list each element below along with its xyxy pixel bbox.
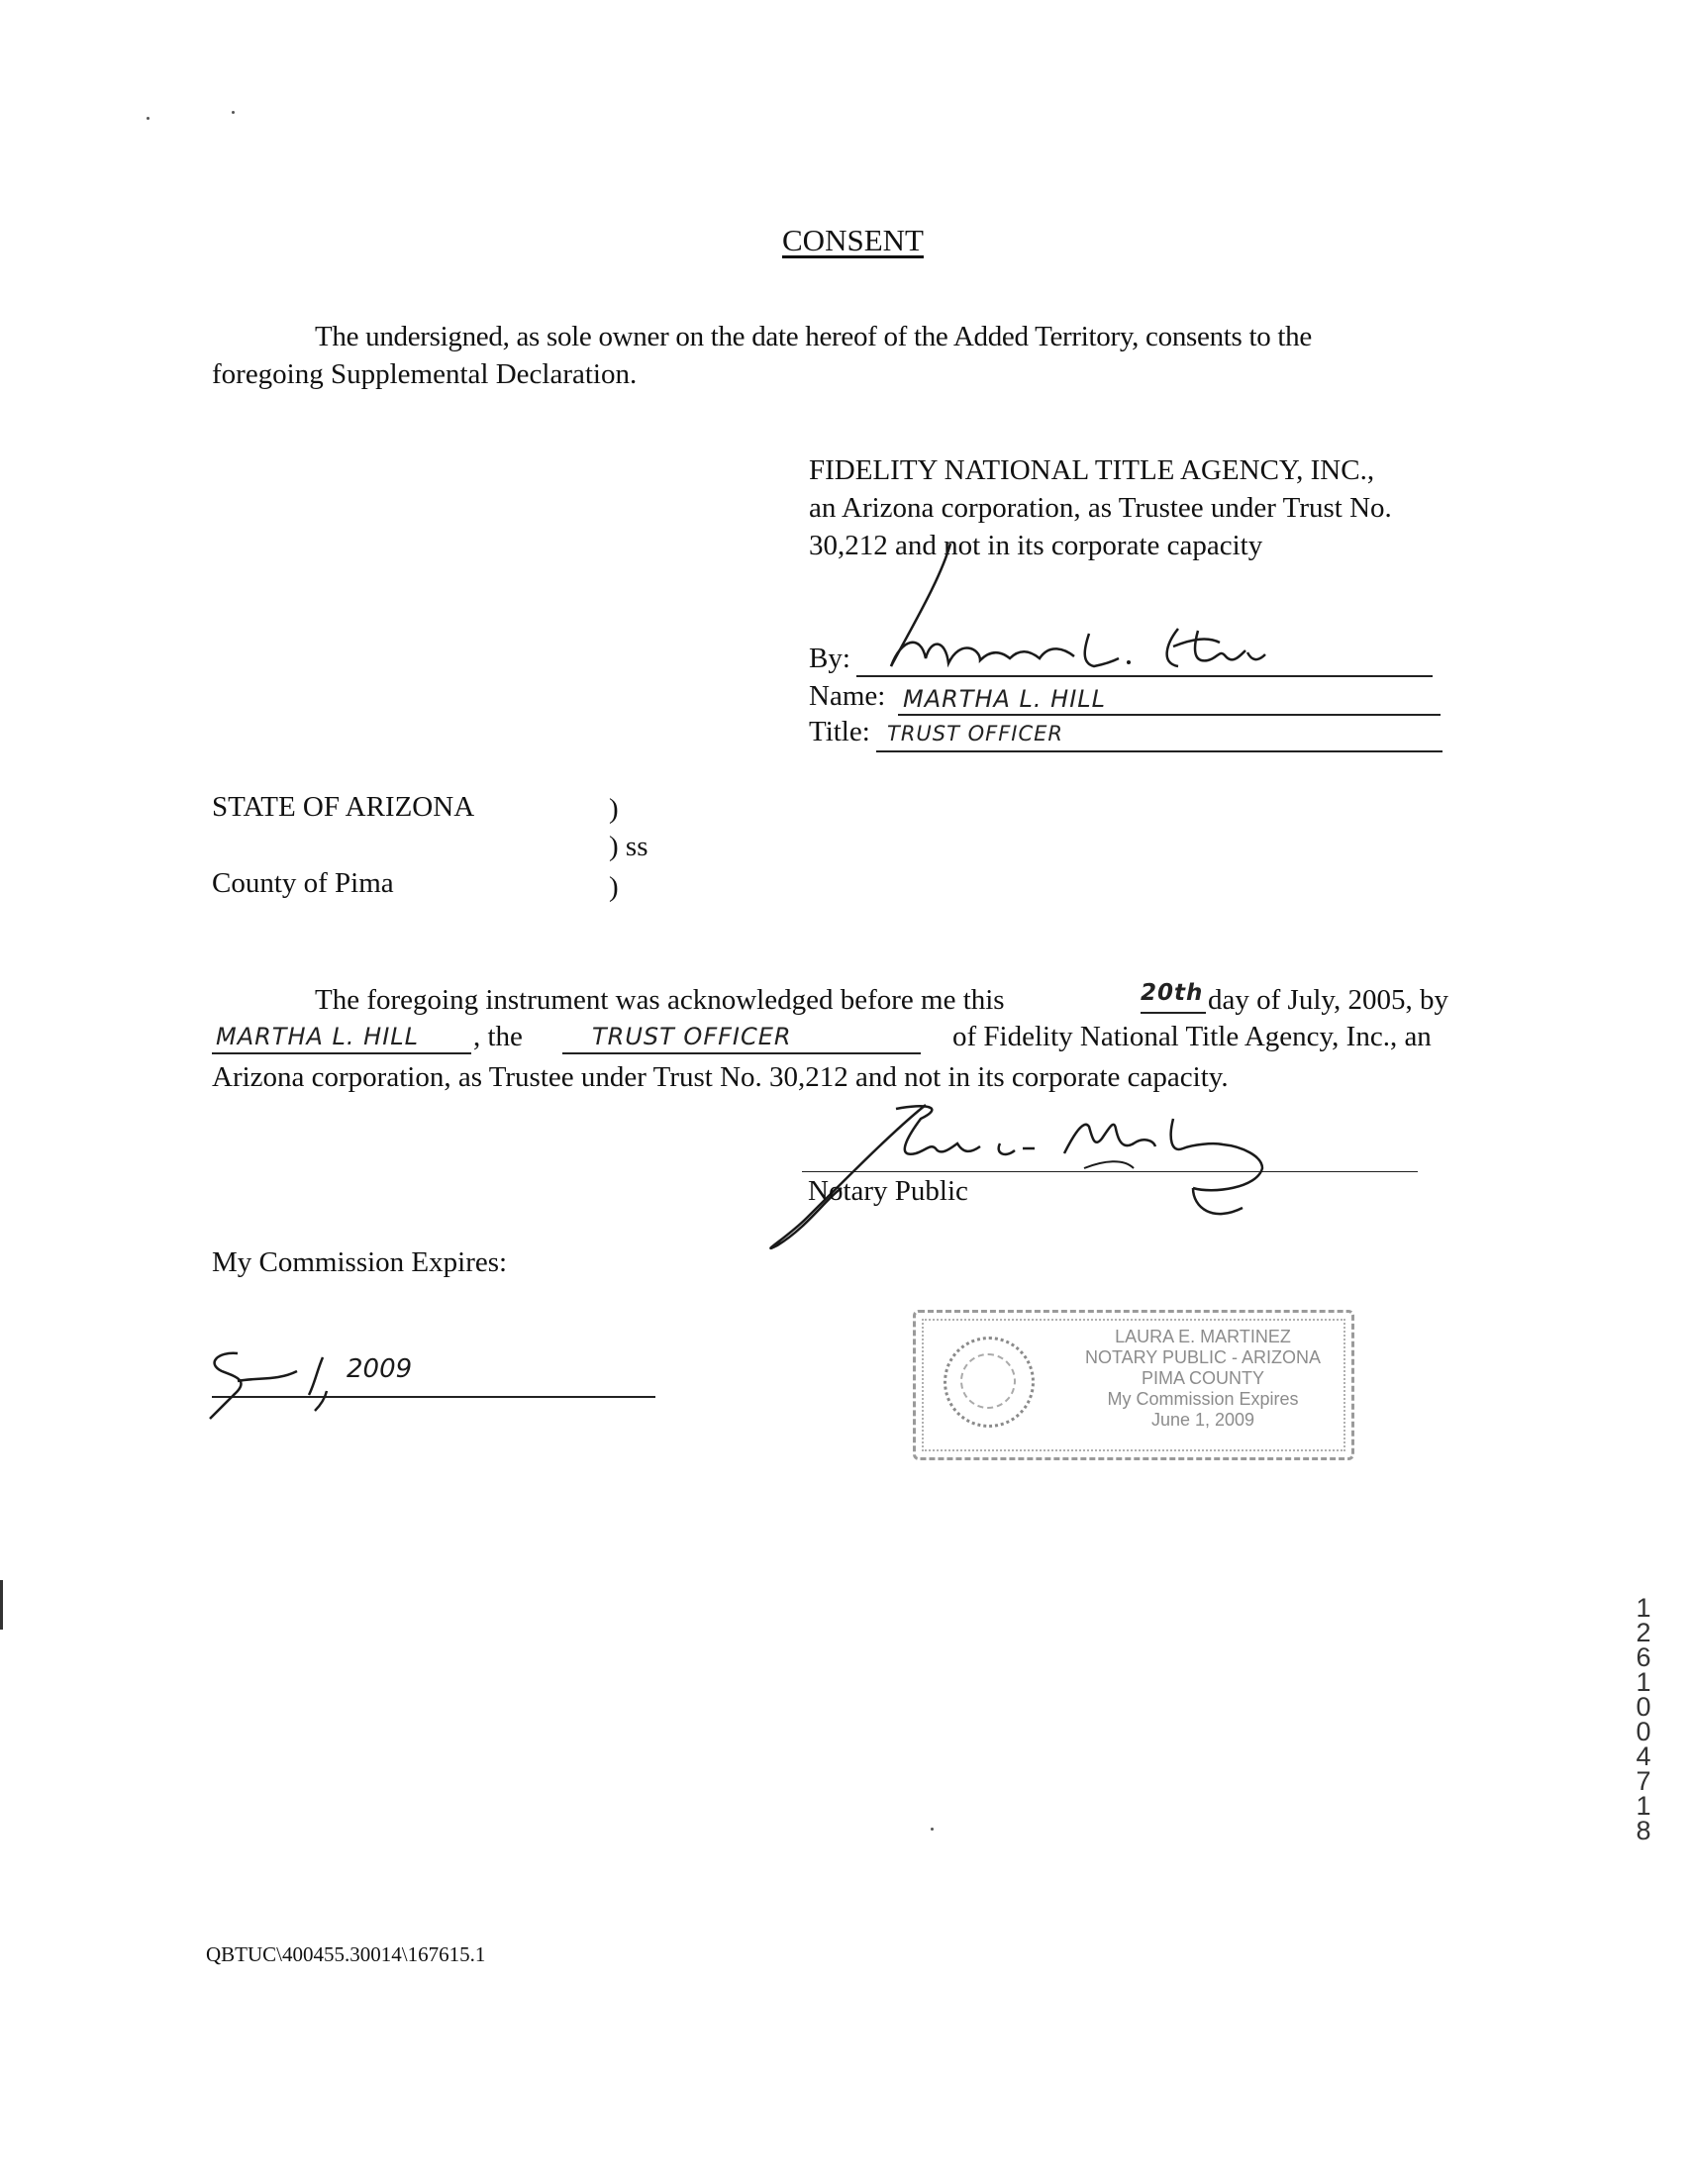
name-label: Name: bbox=[809, 680, 886, 712]
ack-name-line bbox=[212, 1052, 471, 1054]
stamp-line: LAURA E. MARTINEZ bbox=[1115, 1327, 1291, 1346]
record-digit: 0 bbox=[1636, 1692, 1651, 1722]
scan-edge-mark bbox=[0, 1580, 3, 1630]
commission-label: My Commission Expires: bbox=[212, 1246, 508, 1278]
document-title: CONSENT bbox=[782, 223, 924, 257]
record-digit: 1 bbox=[1636, 1667, 1651, 1697]
scan-artifact bbox=[931, 1828, 934, 1831]
scan-artifact bbox=[147, 117, 149, 120]
venue-ss: ) ss bbox=[609, 831, 648, 862]
svg-text:2009: 2009 bbox=[347, 1354, 413, 1384]
notary-public-label: Notary Public bbox=[808, 1175, 968, 1207]
intro-line-1: The undersigned, as sole owner on the date hereof of the Added Territory, consents to the bbox=[315, 321, 1312, 352]
signatory-line-2: an Arizona corporation, as Trustee under Trust No. bbox=[809, 492, 1392, 524]
title-line bbox=[876, 750, 1442, 752]
record-digit: 1 bbox=[1636, 1593, 1651, 1623]
ack-line-2b: of Fidelity National Title Agency, Inc., an bbox=[952, 1021, 1432, 1052]
ack-name-handwritten: MARTHA L. HILL bbox=[216, 1023, 420, 1050]
name-handwritten: MARTHA L. HILL bbox=[903, 685, 1107, 713]
ack-day-line bbox=[1141, 1012, 1206, 1014]
record-digit: 8 bbox=[1636, 1816, 1651, 1845]
stamp-line: My Commission Expires bbox=[1107, 1389, 1299, 1409]
ack-the: , the bbox=[473, 1021, 523, 1052]
ack-line-1b: day of July, 2005, by bbox=[1208, 984, 1448, 1016]
ack-office-line bbox=[562, 1052, 921, 1054]
record-digit: 4 bbox=[1636, 1741, 1651, 1771]
record-digit: 6 bbox=[1636, 1642, 1651, 1672]
commission-date-handwritten bbox=[198, 1341, 495, 1421]
ack-line-3: Arizona corporation, as Trustee under Trust No. 30,212 and not in its corporate capacity. bbox=[212, 1061, 1229, 1093]
venue-paren-1: ) bbox=[609, 793, 619, 825]
trust-officer-signature bbox=[851, 540, 1327, 678]
stamp-text bbox=[1064, 1327, 1342, 1431]
footer-code: QBTUC\400455.30014\167615.1 bbox=[206, 1942, 486, 1966]
notary-stamp bbox=[913, 1310, 1354, 1460]
record-digit: 7 bbox=[1636, 1766, 1651, 1796]
record-digit: 2 bbox=[1636, 1618, 1651, 1647]
notary-seal-icon bbox=[944, 1337, 1035, 1428]
record-digit: 0 bbox=[1636, 1717, 1651, 1746]
ack-line-1a: The foregoing instrument was acknowledged before me this bbox=[315, 984, 1005, 1016]
by-label: By: bbox=[809, 643, 850, 674]
venue-state: STATE OF ARIZONA bbox=[212, 791, 475, 823]
stamp-line: June 1, 2009 bbox=[1150, 1410, 1255, 1430]
title-handwritten: TRUST OFFICER bbox=[887, 722, 1064, 745]
venue-county: County of Pima bbox=[212, 867, 394, 899]
venue-paren-3: ) bbox=[609, 871, 619, 903]
stamp-line: PIMA COUNTY bbox=[1141, 1368, 1264, 1388]
record-number-vertical bbox=[1632, 1593, 1655, 1845]
title-label: Title: bbox=[809, 716, 870, 747]
ack-office-handwritten: TRUST OFFICER bbox=[592, 1023, 792, 1050]
intro-line-2: foregoing Supplemental Declaration. bbox=[212, 358, 638, 390]
signatory-company: FIDELITY NATIONAL TITLE AGENCY, INC., bbox=[809, 454, 1375, 486]
scan-artifact bbox=[232, 111, 235, 114]
ack-day-handwritten: 20th bbox=[1141, 980, 1204, 1006]
name-line bbox=[898, 714, 1441, 716]
stamp-line: NOTARY PUBLIC - ARIZONA bbox=[1084, 1347, 1322, 1367]
signatory-line-3: 30,212 and not in its corporate capacity bbox=[809, 530, 1263, 561]
record-digit: 1 bbox=[1636, 1791, 1651, 1821]
